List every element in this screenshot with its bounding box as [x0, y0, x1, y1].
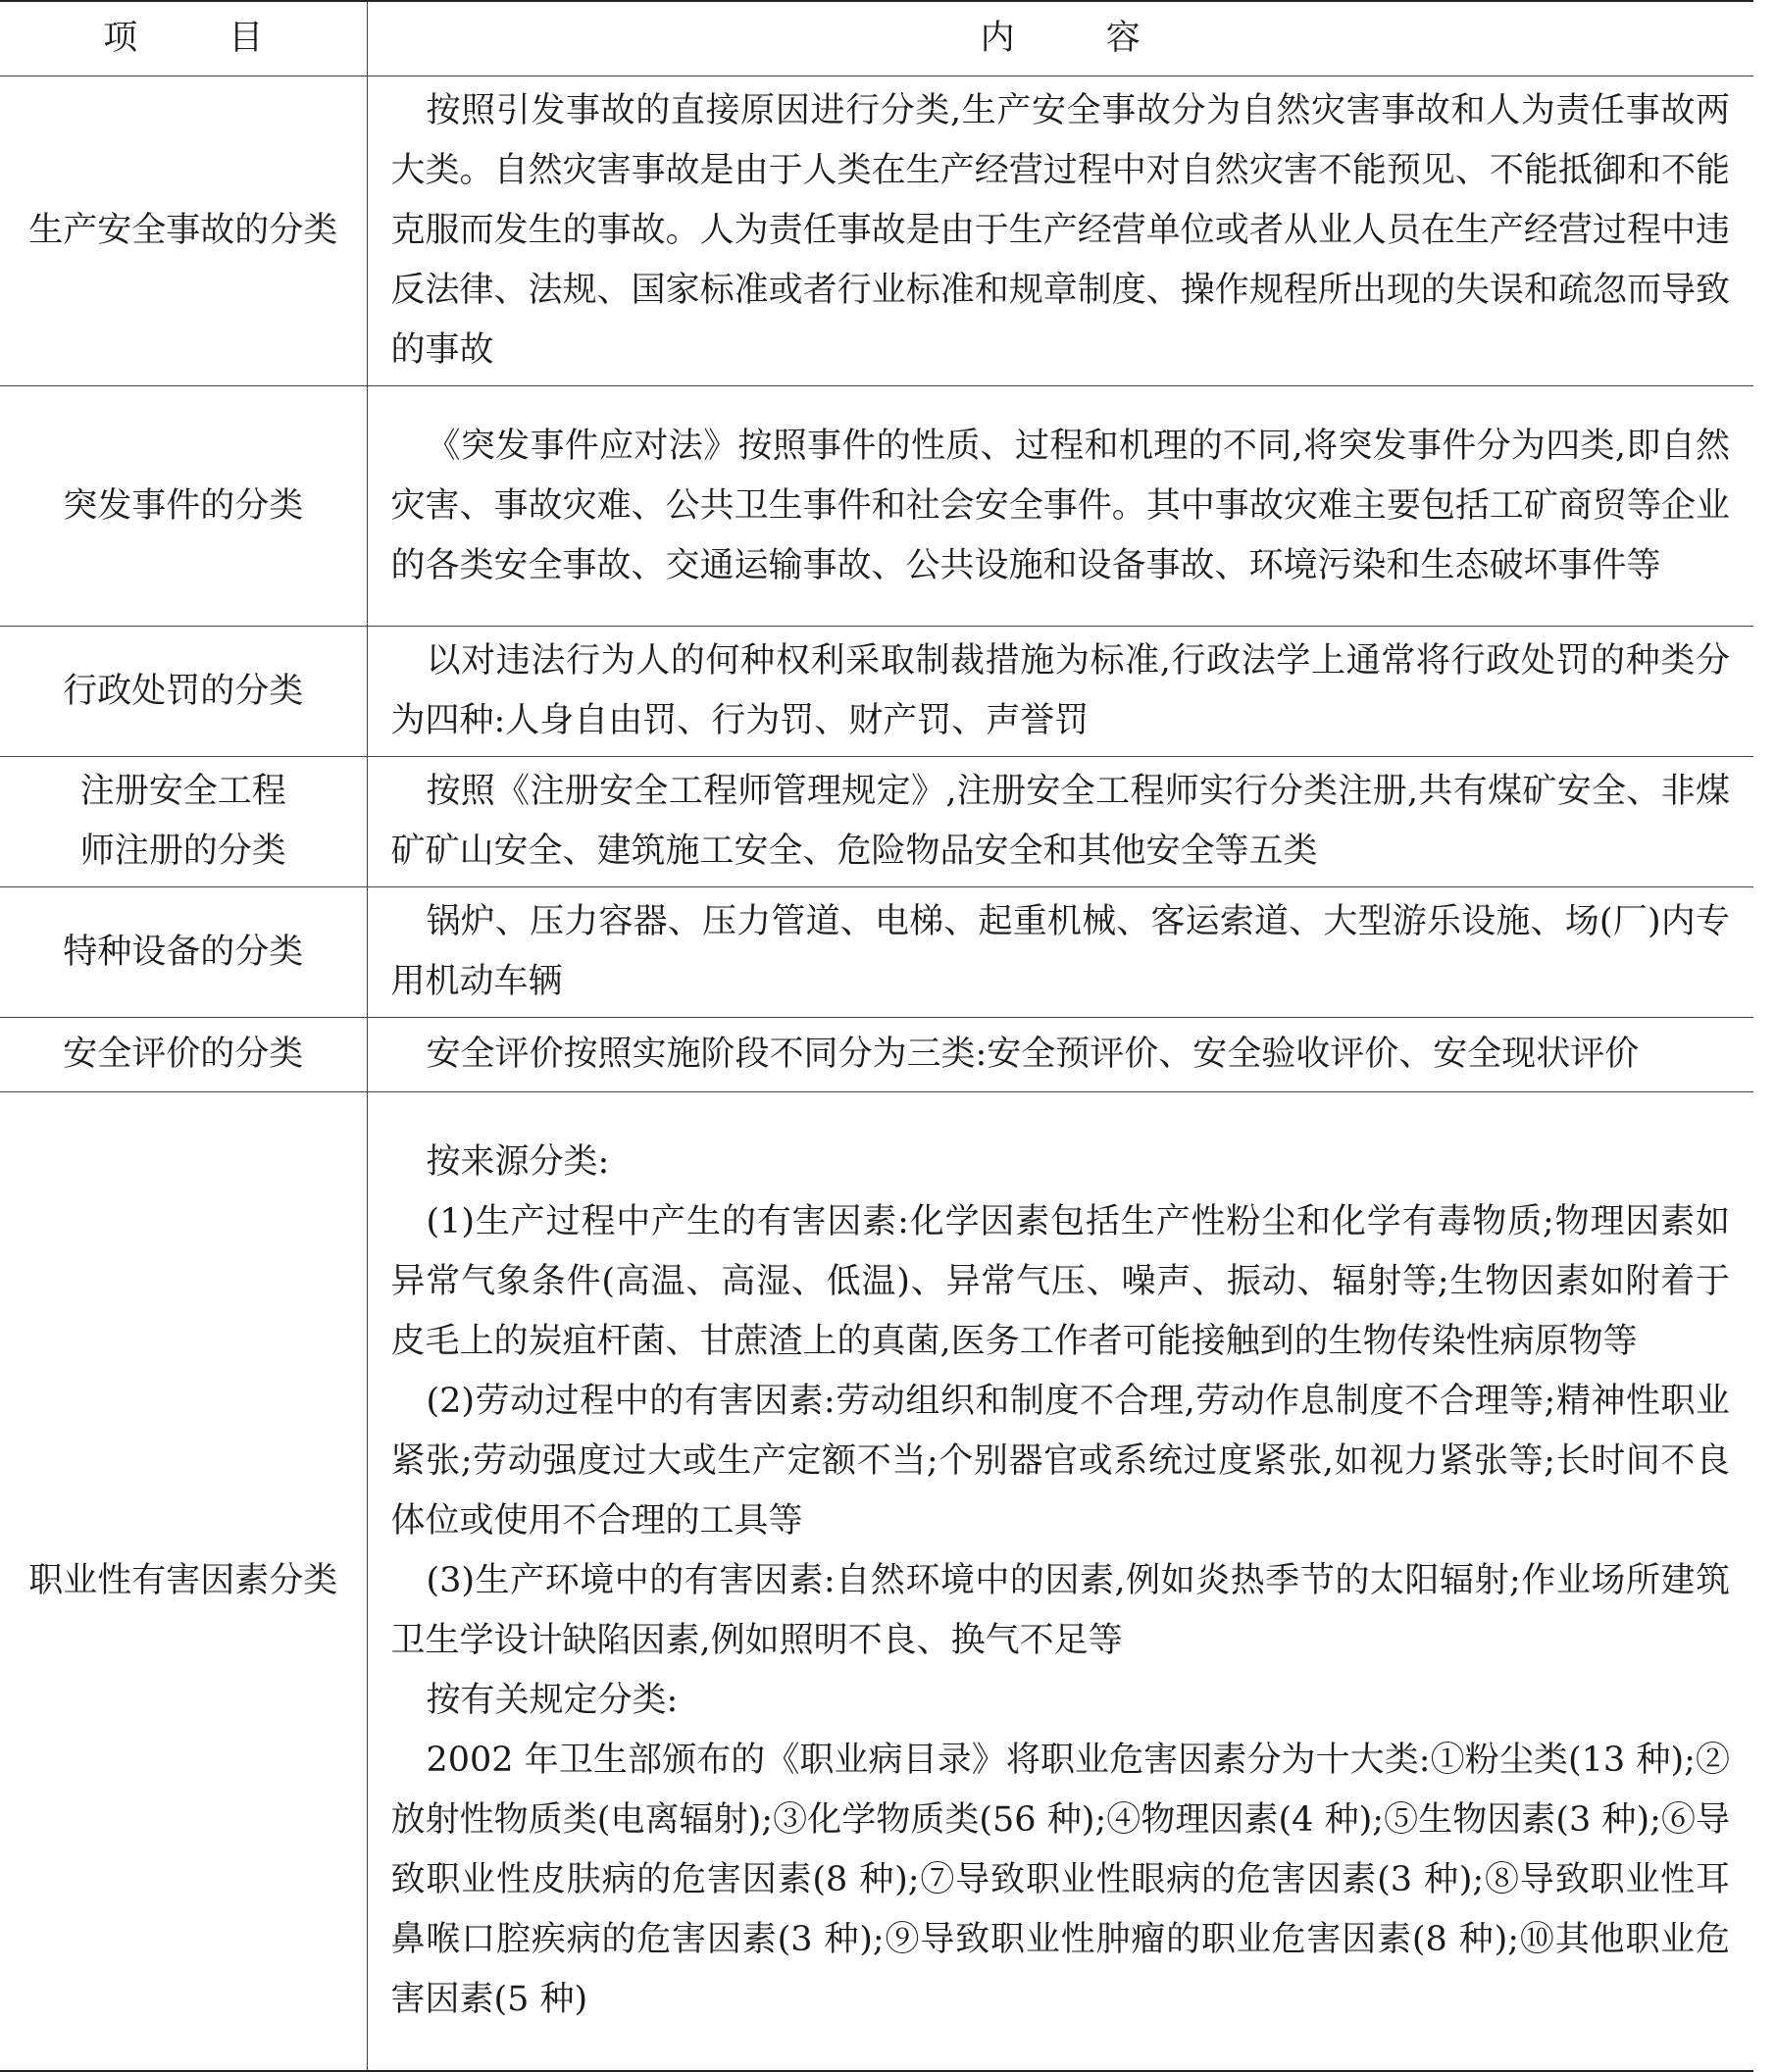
row-item-label: 突发事件的分类 — [0, 386, 367, 627]
header-row — [0, 1, 1753, 76]
content-paragraph: 按照引发事故的直接原因进行分类,生产安全事故分为自然灾害事故和人为责任事故两大类。自然灾害事故是由于人类在生产经营过程中对自然灾害不能预见、不能抵御和不能克服而发生的事故。人为责任事故是由于生产经营单位或者从业人员在生产经营过程中违反法律、法规、国家标准或者行业标准和规章制度、操作规程所出现的失误和疏忽而导致的事故 — [390, 91, 1730, 370]
content-paragraph: (2)劳动过程中的有害因素:劳动组织和制度不合理,劳动作息制度不合理等;精神性职业紧张;劳动强度过大或生产定额不当;个别器官或系统过度紧张,如视力紧张等;长时间不良体位或使用不合理的工具等 — [390, 1381, 1730, 1541]
row-item-label: 特种设备的分类 — [0, 887, 367, 1018]
row-content — [367, 757, 1753, 887]
row-content — [367, 627, 1753, 757]
table-row — [0, 386, 1753, 627]
row-item-label-line: 师注册的分类 — [79, 832, 286, 871]
table-row — [0, 1018, 1753, 1092]
row-content — [367, 386, 1753, 627]
content-paragraph: 按来源分类: — [426, 1141, 610, 1182]
header-content: 内 容 — [367, 1, 1753, 76]
row-item-label — [0, 757, 367, 887]
content-paragraph: 2002 年卫生部颁布的《职业病目录》将职业危害因素分为十大类:①粉尘类(13 种);②放射性物质类(电离辐射);③化学物质类(56 种);④物理因素(4 种);⑤生物因素(3 种);⑥导致职业性皮肤病的危害因素(8 种);⑦导致职业性眼病的危害因素(3 种);⑧导致职业性耳鼻喉口腔疾病的危害因素(3 种);⑨导致职业性肿瘤的职业危害因素(8 种);⑩其他职业危害因素(5 种) — [390, 1740, 1730, 2019]
row-item-label-line: 注册安全工程 — [79, 772, 286, 811]
row-item-label: 职业性有害因素分类 — [0, 1092, 367, 2071]
row-content — [367, 887, 1753, 1018]
content-paragraph: 锅炉、压力容器、压力管道、电梯、起重机械、客运索道、大型游乐设施、场(厂)内专用机动车辆 — [390, 902, 1730, 1001]
row-item-label: 行政处罚的分类 — [0, 627, 367, 757]
table-row — [0, 887, 1753, 1018]
row-item-label: 安全评价的分类 — [0, 1018, 367, 1092]
row-content — [367, 1092, 1753, 2071]
row-content — [367, 76, 1753, 386]
content-paragraph: 按照《注册安全工程师管理规定》,注册安全工程师实行分类注册,共有煤矿安全、非煤矿矿山安全、建筑施工安全、危险物品安全和其他安全等五类 — [390, 772, 1730, 871]
row-item-label: 生产安全事故的分类 — [0, 76, 367, 386]
table-row — [0, 757, 1753, 887]
table-row — [0, 76, 1753, 386]
content-paragraph: 安全评价按照实施阶段不同分为三类:安全预评价、安全验收评价、安全现状评价 — [426, 1035, 1640, 1074]
content-paragraph: (3)生产环境中的有害因素:自然环境中的因素,例如炎热季节的太阳辐射;作业场所建筑卫生学设计缺陷因素,例如照明不良、换气不足等 — [390, 1560, 1730, 1660]
content-paragraph: 按有关规定分类: — [426, 1680, 679, 1720]
content-paragraph: (1)生产过程中产生的有害因素:化学因素包括生产性粉尘和化学有毒物质;物理因素如异常气象条件(高温、高湿、低温)、异常气压、噪声、振动、辐射等;生物因素如附着于皮毛上的炭疽杆菌、甘蔗渣上的真菌,医务工作者可能接触到的生物传染性病原物等 — [390, 1201, 1730, 1361]
row-content — [367, 1018, 1753, 1092]
content-paragraph: 《突发事件应对法》按照事件的性质、过程和机理的不同,将突发事件分为四类,即自然灾害、事故灾难、公共卫生事件和社会安全事件。其中事故灾难主要包括工矿商贸等企业的各类安全事故、交通运输事故、公共设施和设备事故、环境污染和生态破坏事件等 — [390, 426, 1730, 585]
content-paragraph: 以对违法行为人的何种权利采取制裁措施为标准,行政法学上通常将行政处罚的种类分为四种:人身自由罚、行为罚、财产罚、声誉罚 — [390, 641, 1730, 740]
table-row — [0, 1092, 1753, 2071]
header-item: 项 目 — [0, 1, 367, 76]
table-row — [0, 627, 1753, 757]
